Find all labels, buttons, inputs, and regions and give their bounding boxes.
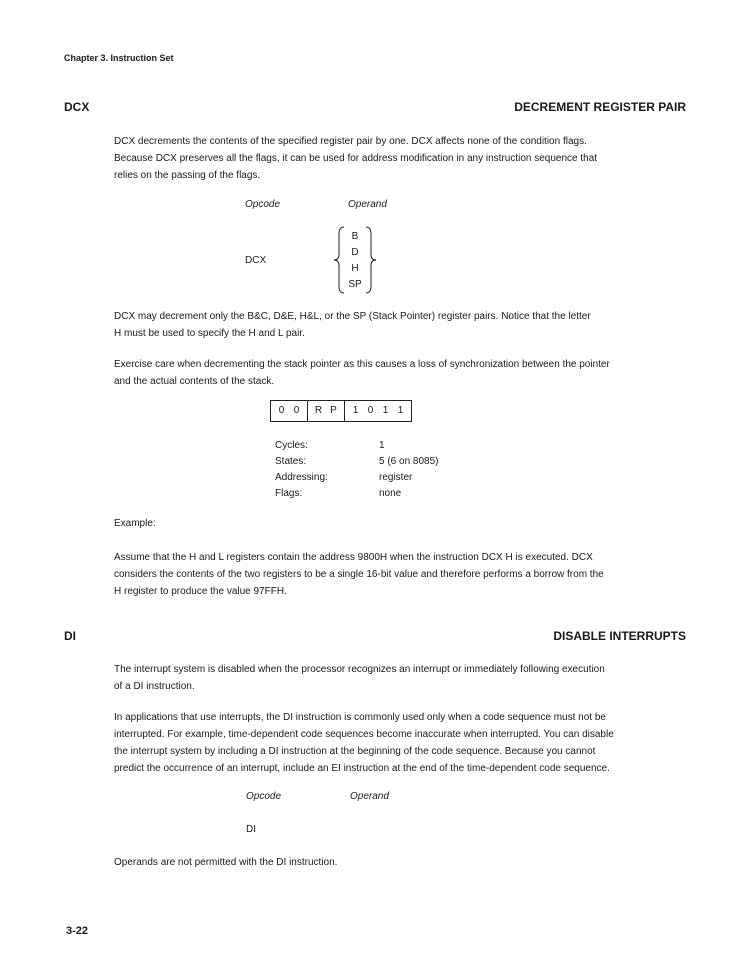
text-line: the interrupt system by including a DI instruction at the beginning of the code sequence. Because you cannot [114,746,596,757]
bit: 1 [352,405,359,416]
operand-h: H [351,263,359,274]
di-title: DISABLE INTERRUPTS [553,629,686,643]
di-opcode: DI [246,824,256,835]
di-operand-label: Operand [350,791,389,802]
dcx-encoding [270,400,412,422]
dcx-opcode: DCX [245,255,267,266]
dcx-mnemonic: DCX [64,100,90,114]
text-line: relies on the passing of the flags. [114,170,261,181]
text-line: predict the occurrence of an interrupt, include an EI instruction at the end of the time-dependent code sequence. [114,763,610,774]
cycles-label: Cycles: [275,440,308,451]
bit: R [314,405,323,416]
bit: P [330,405,337,416]
text-line: Exercise care when decrementing the stack pointer as this causes a loss of synchronization between the pointer [114,359,610,370]
dcx-title: DECREMENT REGISTER PAIR [514,100,686,114]
operand-sp: SP [348,279,362,290]
text-line: and the actual contents of the stack. [114,376,275,387]
bit-group-opcode-high [270,400,308,422]
dcx-example-label: Example: [114,518,156,529]
bit: 1 [397,405,404,416]
bit: 1 [382,405,389,416]
text-line: In applications that use interrupts, the DI instruction is commonly used only when a code sequence must not be [114,712,606,723]
text-line: H must be used to specify the H and L pair. [114,328,305,339]
bit: 0 [293,405,300,416]
states-value: 5 (6 on 8085) [379,456,439,467]
text-line: The interrupt system is disabled when the processor recognizes an interrupt or immediately following execution [114,664,605,675]
flags-value: none [379,488,402,499]
dcx-opcode-label: Opcode [245,199,281,210]
timing-row-addressing [275,470,439,486]
cycles-value: 1 [379,440,385,451]
addressing-value: register [379,472,413,483]
di-description [114,661,605,695]
dcx-timing [275,438,439,502]
chapter-header: Chapter 3. Instruction Set [64,53,174,63]
dcx-operand-label: Operand [348,199,387,210]
dcx-example [114,549,604,600]
text-line: DCX decrements the contents of the specified register pair by one. DCX affects none of the condition flags. [114,136,587,147]
flags-label: Flags: [275,488,303,499]
dcx-operand-list [342,229,368,293]
text-line: Assume that the H and L registers contain the address 9800H when the instruction DCX H is executed. DCX [114,552,593,563]
bit-group-register-pair [308,400,345,422]
bit-group-opcode-low [345,400,412,422]
operand-b: B [351,231,359,242]
di-mnemonic: DI [64,629,76,643]
bit: 0 [278,405,285,416]
text-line: H register to produce the value 97FFH. [114,586,287,597]
bit: 0 [367,405,374,416]
text-line: DCX may decrement only the B&C, D&E, H&L, or the SP (Stack Pointer) register pairs. Notice that the letter [114,311,591,322]
di-usage [114,709,614,777]
dcx-caution [114,356,610,390]
dcx-note [114,308,591,342]
text-line: Because DCX preserves all the flags, it can be used for address modification in any instruction sequence that [114,153,598,164]
page-number: 3-22 [66,925,89,937]
di-note: Operands are not permitted with the DI instruction. [114,857,338,868]
text-line: of a DI instruction. [114,681,195,692]
addressing-label: Addressing: [275,472,328,483]
timing-row-states [275,454,439,470]
text-line: interrupted. For example, time-dependent code sequences become inaccurate when interrupted. You can disable [114,729,614,740]
di-opcode-label: Opcode [246,791,282,802]
operand-d: D [351,247,359,258]
dcx-description [114,133,597,184]
timing-row-cycles [275,438,439,454]
text-line: considers the contents of the two registers to be a single 16-bit value and therefore performs a borrow from the [114,569,604,580]
timing-row-flags [275,486,439,502]
states-label: States: [275,456,307,467]
